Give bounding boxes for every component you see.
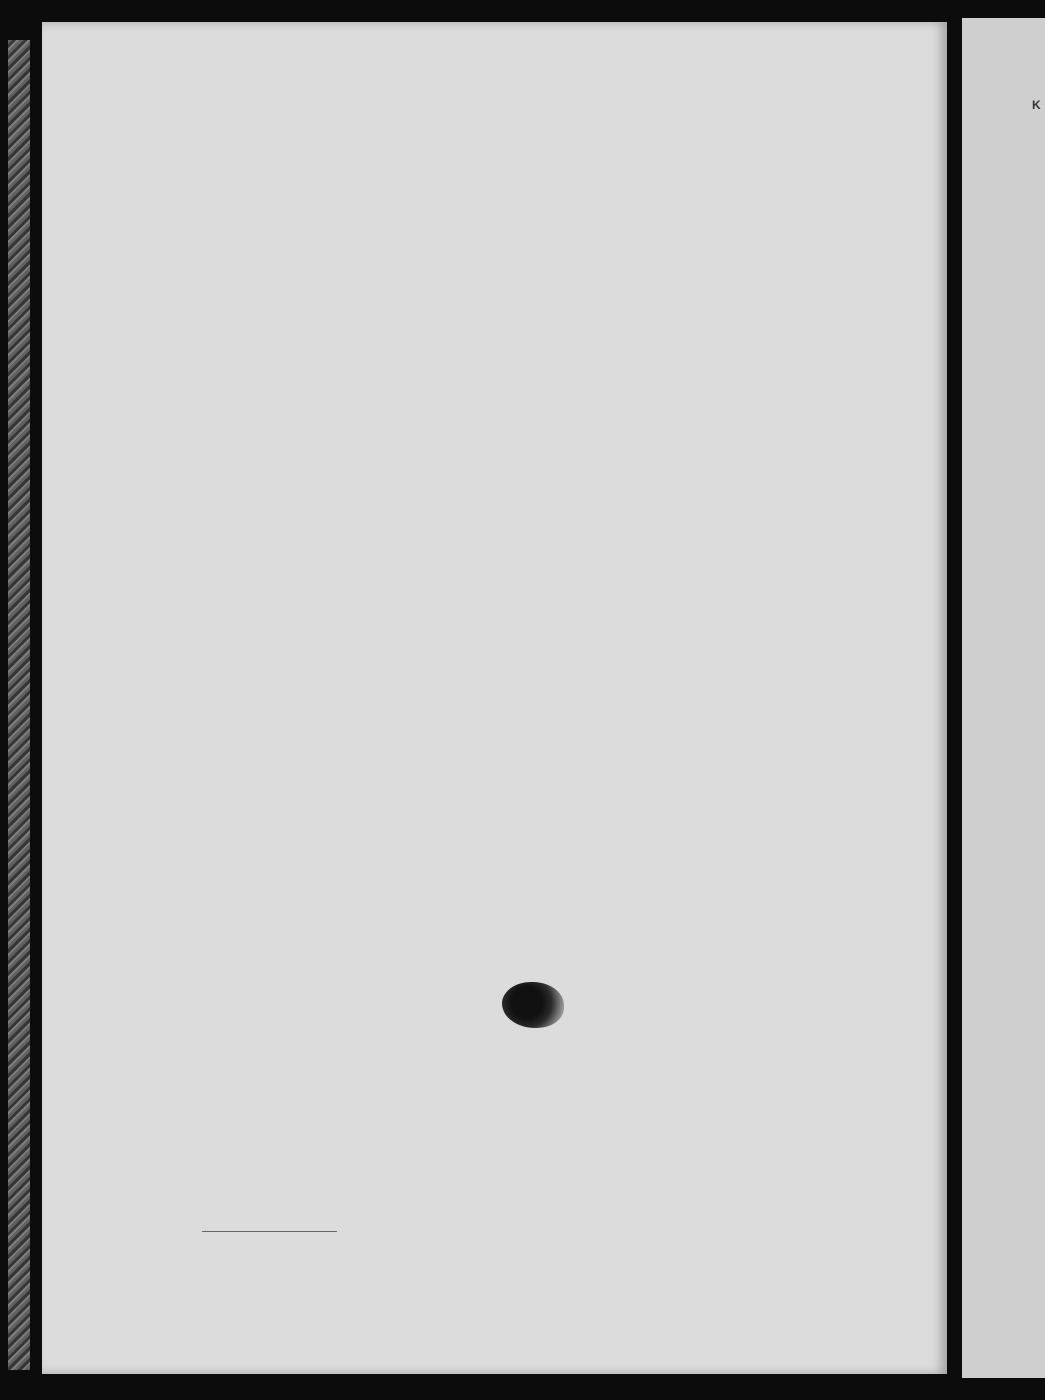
binding-edge bbox=[8, 40, 30, 1370]
ink-blot bbox=[502, 982, 564, 1028]
date-line bbox=[202, 1231, 337, 1232]
adjacent-page: K bbox=[962, 18, 1045, 1378]
form-page bbox=[42, 22, 947, 1374]
